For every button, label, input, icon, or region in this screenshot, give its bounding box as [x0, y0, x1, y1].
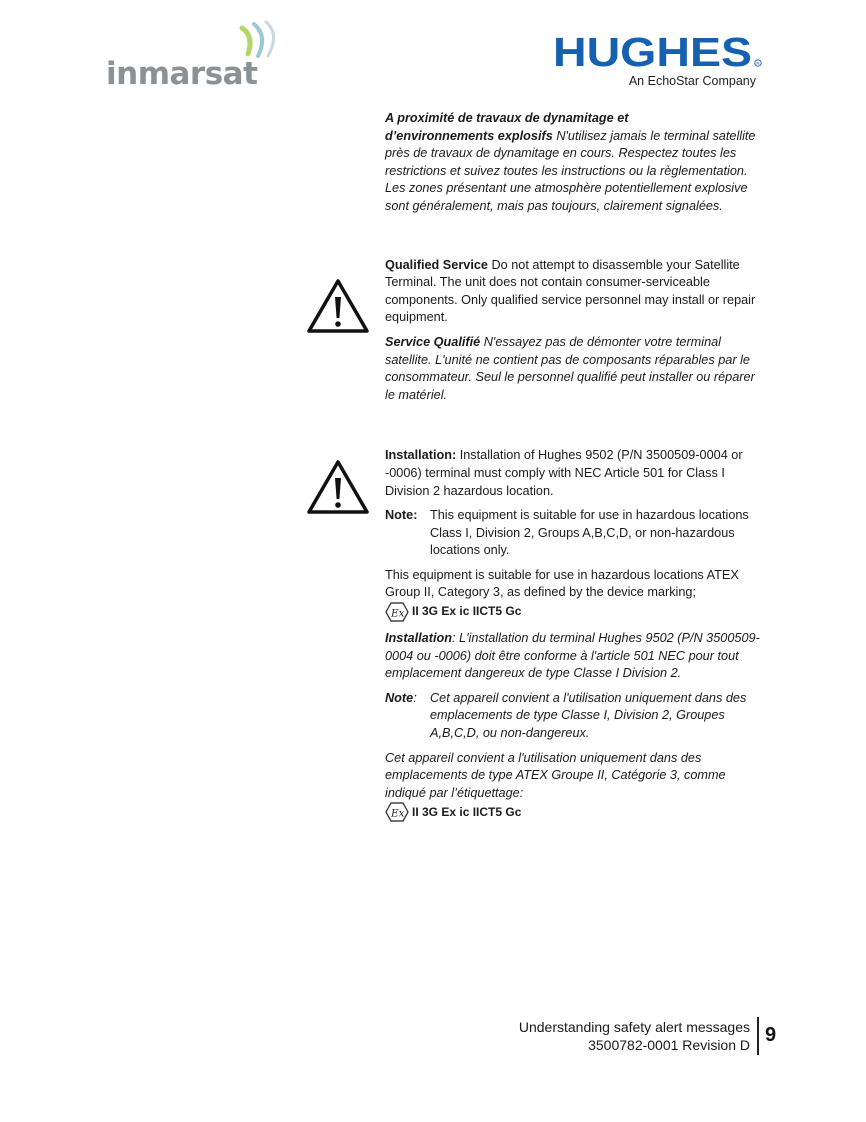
- hughes-wordmark: [553, 32, 768, 72]
- installation-note-fr: [385, 690, 760, 743]
- installation-title: Installation:: [385, 448, 457, 463]
- hughes-tagline: An EchoStar Company: [628, 74, 756, 88]
- hughes-logo-text: HUGHES: [553, 32, 752, 72]
- atex-statement-fr: Cet appareil convient a l'utilisation uniquement dans des emplacements de type ATEX Groupe II, Catégorie 3, comme indiqué par l’étiquettage:: [385, 750, 726, 800]
- safety-content: [385, 110, 760, 830]
- installation-fr-title: Installation: [385, 631, 452, 646]
- qualified-service-en: [385, 257, 760, 327]
- service-qualifie-body: N'essayez pas de démonter votre terminal satellite. L'unité ne contient pas de composants réparables par le consommateur. Seul le personnel qualifié peut installer ou réparer le matériel.: [385, 334, 755, 402]
- qualified-service-title: Qualified Service: [385, 257, 488, 272]
- hughes-logo: [553, 32, 768, 94]
- installation-note-en: [385, 507, 760, 560]
- qualified-service-fr: [385, 334, 760, 404]
- note-body: This equipment is suitable for use in hazardous locations Class I, Division 2, Groups A,B,C,D, or non-hazardous locations only.: [430, 508, 749, 558]
- atex-statement-en: This equipment is suitable for use in hazardous locations ATEX Group II, Category 3, as defined by the device marking;: [385, 567, 739, 600]
- warning-triangle-icon: [306, 459, 370, 515]
- inmarsat-logo: [106, 20, 296, 95]
- warning-triangle-icon: [306, 278, 370, 334]
- blasting-body: N'utilisez jamais le terminal satellite près de travaux de dynamitage en cours. Respectez toutes les restrictions et suivez toutes les instructions ou la règlementation. Les zones présentant une atmosphère potentiellement explosive sont généralement, mais pas toujours, clairement signalées.: [385, 128, 756, 213]
- atex-marking-en: [385, 602, 760, 622]
- service-qualifie-title: Service Qualifié: [385, 334, 481, 349]
- ex-symbol-text: Ex: [391, 807, 405, 820]
- note-label: Note:: [385, 508, 418, 523]
- ex-hexagon-icon: [385, 602, 409, 622]
- page-number: 9: [765, 1024, 777, 1046]
- installation-fr-body: : L'installation du terminal Hughes 9502 (P/N 3500509-0004 ou -0006) doit être conforme à l'article 501 NEC pour tout emplacement dangereux de type Classe I Division 2.: [385, 631, 760, 681]
- svg-text:R: R: [756, 61, 760, 66]
- footer-section-title: Understanding safety alert messages: [518, 1019, 750, 1035]
- ex-hexagon-icon: [385, 802, 409, 822]
- installation-fr: [385, 630, 760, 683]
- blasting-paragraph: [385, 110, 760, 216]
- atex-marking-text: II 3G Ex ic IICT5 Gc: [412, 604, 522, 619]
- note-fr-body: Cet appareil convient a l'utilisation uniquement dans des emplacements de type Classe I, Division 2, Groupes A,B,C,D, ou non-dangereux.: [430, 690, 747, 741]
- installation-body: Installation of Hughes 9502 (P/N 3500509-0004 or -0006) terminal must comply with NEC Article 501 for Class I Division 2 hazardous location.: [385, 448, 743, 498]
- note-fr-label: Note:: [385, 690, 417, 705]
- blasting-title-line2: d’environnements explosifs: [385, 128, 553, 143]
- page-footer: [519, 1018, 750, 1054]
- footer-doc-number: 3500782-0001 Revision D: [588, 1037, 750, 1053]
- footer-divider: [757, 1017, 759, 1055]
- qualified-service-body: Do not attempt to disassemble your Satellite Terminal. The unit does not contain consumer-serviceable components. Only qualified service personnel may install or repair equipment.: [385, 257, 756, 325]
- installation-en: [385, 447, 760, 500]
- blasting-title-line1: A proximité de travaux de dynamitage et: [385, 111, 629, 125]
- ex-symbol-text: Ex: [391, 607, 405, 620]
- inmarsat-wordmark: inmarsat: [106, 56, 258, 92]
- atex-marking-fr: [385, 802, 760, 822]
- atex-marking-text: II 3G Ex ic IICT5 Gc: [412, 804, 522, 819]
